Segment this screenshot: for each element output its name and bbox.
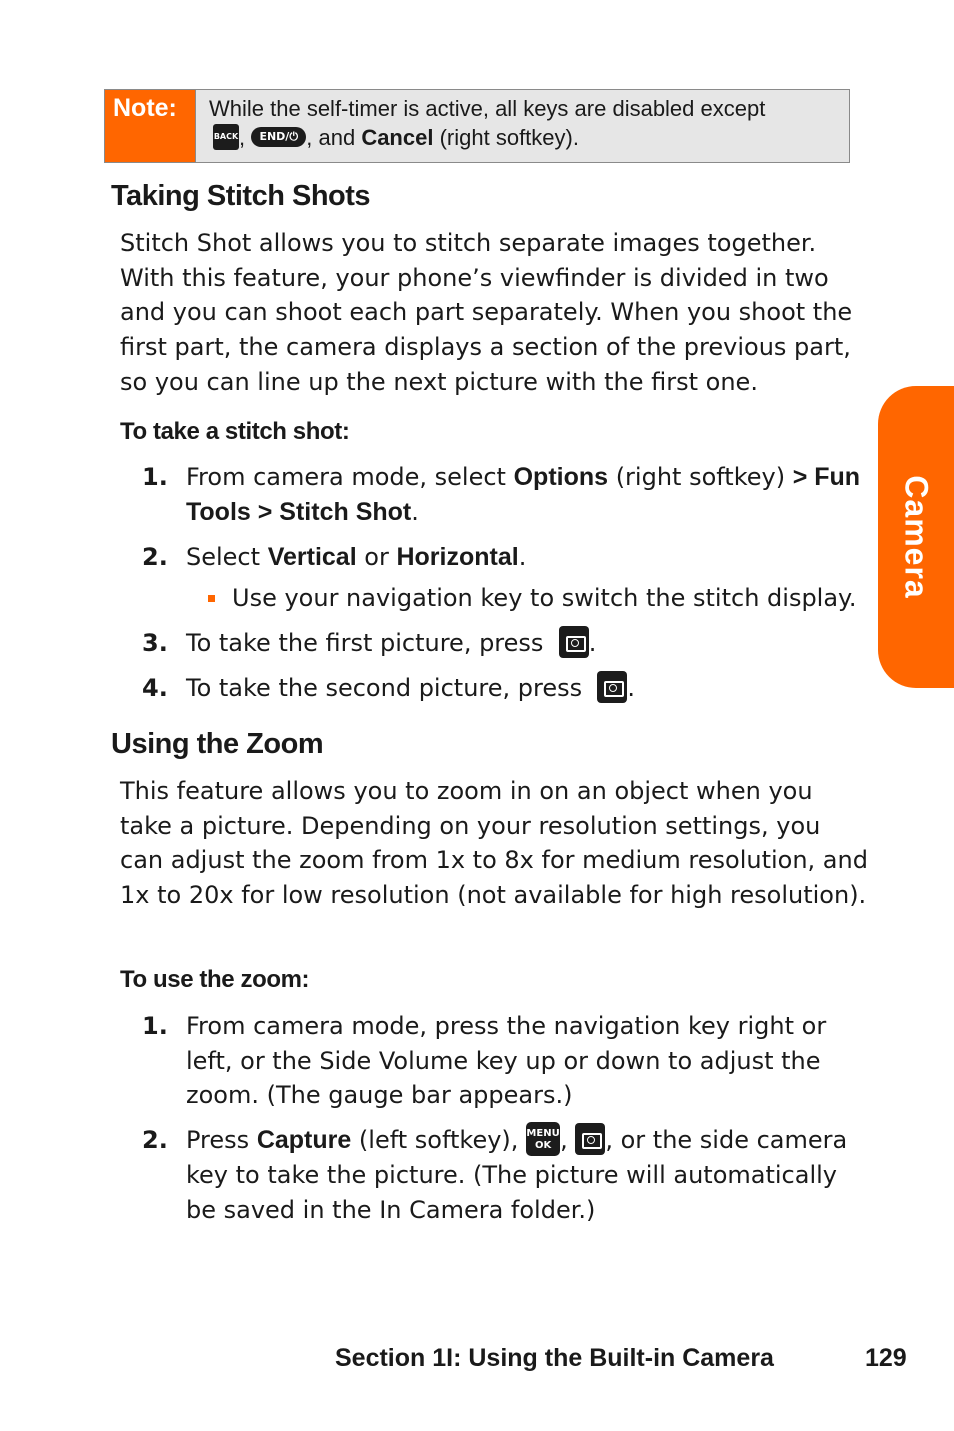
- stitch-body: Stitch Shot allows you to stitch separate images together. With this feature, your phone’s viewfinder is divided in two and you can shoot each part separately. When you shoot the first part, the camera displays a section of the previous part, so you can line up the next picture with the first one.: [120, 229, 853, 396]
- note-label: Note:: [105, 90, 195, 162]
- stitch-bullet: Use your navigation key to switch the stitch display.: [208, 581, 856, 616]
- note-box: [104, 89, 850, 163]
- menu-ok-key-icon: MENU OK: [526, 1122, 560, 1156]
- stitch-step-3: 3. To take the first picture, press .: [142, 626, 872, 661]
- footer-section-title: Section 1I: Using the Built-in Camera: [335, 1344, 774, 1372]
- zoom-step-2: 2. Press Capture (left softkey), MENU OK , , or the side camera key to take the picture. (The picture will automatically be saved in the In Camera folder.): [142, 1123, 872, 1227]
- back-key-icon: BACK: [213, 124, 239, 150]
- zoom-subheading: To use the zoom:: [120, 966, 310, 993]
- bullet-square-icon: [208, 595, 215, 602]
- stitch-step-1: 1. From camera mode, select Options (right softkey) > Fun Tools > Stitch Shot.: [142, 463, 861, 526]
- side-tab-label: Camera: [898, 475, 935, 599]
- camera-key-icon: [559, 626, 589, 658]
- zoom-step-1: 1. From camera mode, press the navigation key right or left, or the Side Volume key up or down to adjust the zoom. (The gauge bar appears.): [142, 1012, 827, 1110]
- note-body: [195, 90, 849, 162]
- stitch-subheading: To take a stitch shot:: [120, 418, 350, 445]
- stitch-heading: Taking Stitch Shots: [111, 180, 371, 212]
- end-key-icon: END/⏻: [251, 127, 306, 147]
- cancel-label: Cancel: [361, 125, 434, 150]
- zoom-heading: Using the Zoom: [111, 728, 324, 760]
- camera-key-icon: [575, 1123, 605, 1155]
- stitch-step-2: 2. Select Vertical or Horizontal.: [142, 543, 527, 571]
- camera-key-icon: [597, 671, 627, 703]
- stitch-step-4: 4. To take the second picture, press .: [142, 671, 872, 706]
- section-side-tab: [878, 386, 954, 688]
- page-number: 129: [865, 1344, 907, 1372]
- note-line-1: While the self-timer is active, all keys are disabled except: [209, 96, 766, 121]
- zoom-body: This feature allows you to zoom in on an object when you take a picture. Depending on your resolution settings, you can adjust the zoom from 1x to 8x for medium resolution, and 1x to 20x for low resolution (not available for high resolution).: [120, 777, 868, 910]
- note-line-2: BACK, END/⏻ , and Cancel (right softkey).: [213, 125, 579, 150]
